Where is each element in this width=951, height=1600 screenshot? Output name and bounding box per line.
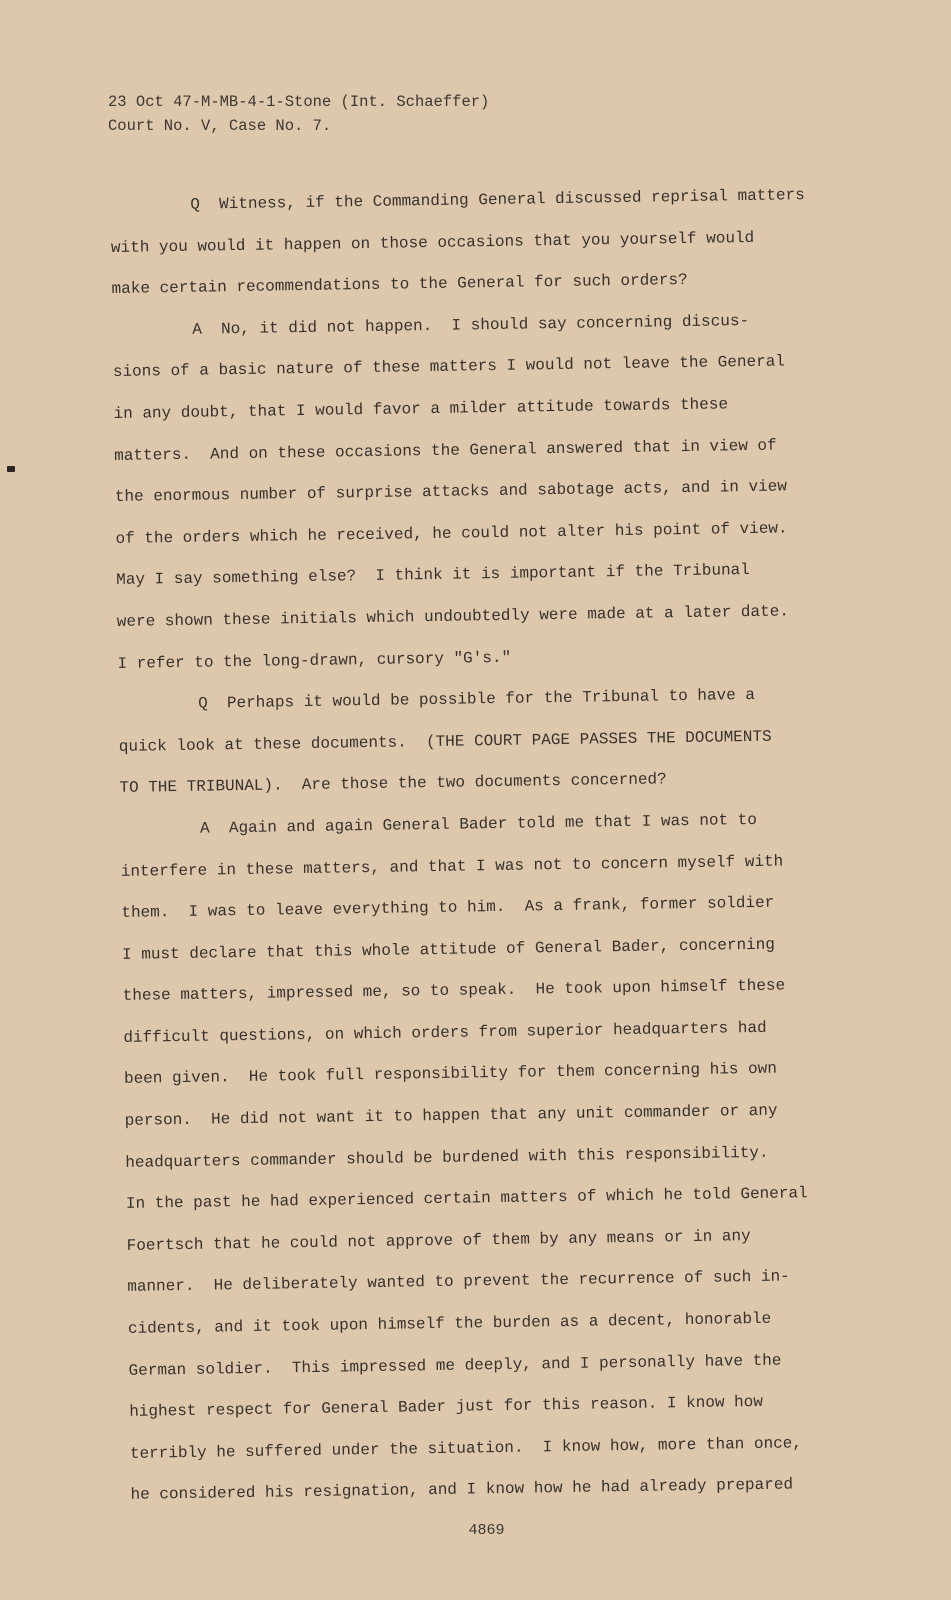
transcript-line: TO THE TRIBUNAL). Are those the two documents concerned? [119,770,667,798]
transcript-line: manner. He deliberately wanted to prevent the recurrence of such in- [127,1267,790,1297]
transcript-line: Q Perhaps it would be possible for the Tribunal to have a [198,686,756,713]
transcript-line: A Again and again General Bader told me that I was not to [199,810,758,838]
transcript-line: quick look at these documents. (THE COURT PAGE PASSES THE DOCUMENTS [118,727,772,756]
header-reference-line: 23 Oct 47-M-MB-4-1-Stone (Int. Schaeffer) [108,93,490,111]
transcript-line: interfere in these matters, and that I was not to concern myself with [120,852,784,881]
transcript-line: of the orders which he received, he could not alter his point of view. [115,519,788,548]
transcript-line: headquarters commander should be burdened with this responsibility. [125,1143,769,1172]
transcript-line: cidents, and it took upon himself the burden as a decent, honorable [127,1309,772,1338]
transcript-line: Q Witness, if the Commanding General discussed reprisal matters [190,186,805,214]
margin-mark [7,466,15,472]
transcript-line: German soldier. This impressed me deeply, and I personally have the [128,1351,782,1380]
transcript-line: these matters, impressed me, so to speak. He took upon himself these [122,976,786,1006]
transcript-line: May I say something else? I think it is important if the Tribunal [116,561,750,590]
transcript-line: I refer to the long-drawn, cursory "G's." [117,648,512,673]
transcript-body [110,174,871,1516]
transcript-line: Foertsch that he could not approve of them by any means or in any [126,1226,751,1255]
transcript-line: in any doubt, that I would favor a milder attitude towards these [113,395,729,423]
transcript-line: were shown these initials which undoubtedly were made at a later date. [116,602,790,631]
transcript-line: matters. And on these occasions the General answered that in view of [114,436,777,465]
transcript-line: I must declare that this whole attitude of General Bader, concerning [121,935,776,964]
transcript-line: highest respect for General Bader just for this reason. I know how [129,1393,764,1422]
transcript-line: person. He did not want it to happen that any unit commander or any [124,1101,778,1130]
transcript-line: with you would it happen on those occasions that you yourself would [110,228,755,257]
transcript-line: make certain recommendations to the General for such orders? [111,271,688,299]
transcript-line: the enormous number of surprise attacks and sabotage acts, and in view [114,477,788,507]
transcript-line: A No, it did not happen. I should say concerning discus- [192,311,750,339]
document-header [108,90,489,138]
transcript-line: sions of a basic nature of these matters I would not leave the General [112,352,786,382]
transcript-line: In the past he had experienced certain matters of which he told General [125,1184,808,1214]
transcript-line: been given. He took full responsibility for them concerning his own [123,1060,778,1089]
transcript-line: difficult questions, on which orders from superior headquarters had [123,1018,767,1047]
transcript-line: he considered his resignation, and I know how he had already prepared [130,1475,794,1505]
header-court-line: Court No. V, Case No. 7. [108,117,332,135]
page-number: 4869 [468,1522,505,1539]
transcript-line: them. I was to leave everything to him. As a frank, former soldier [121,893,775,923]
transcript-line: terribly he suffered under the situation. I know how, more than once, [129,1434,803,1463]
